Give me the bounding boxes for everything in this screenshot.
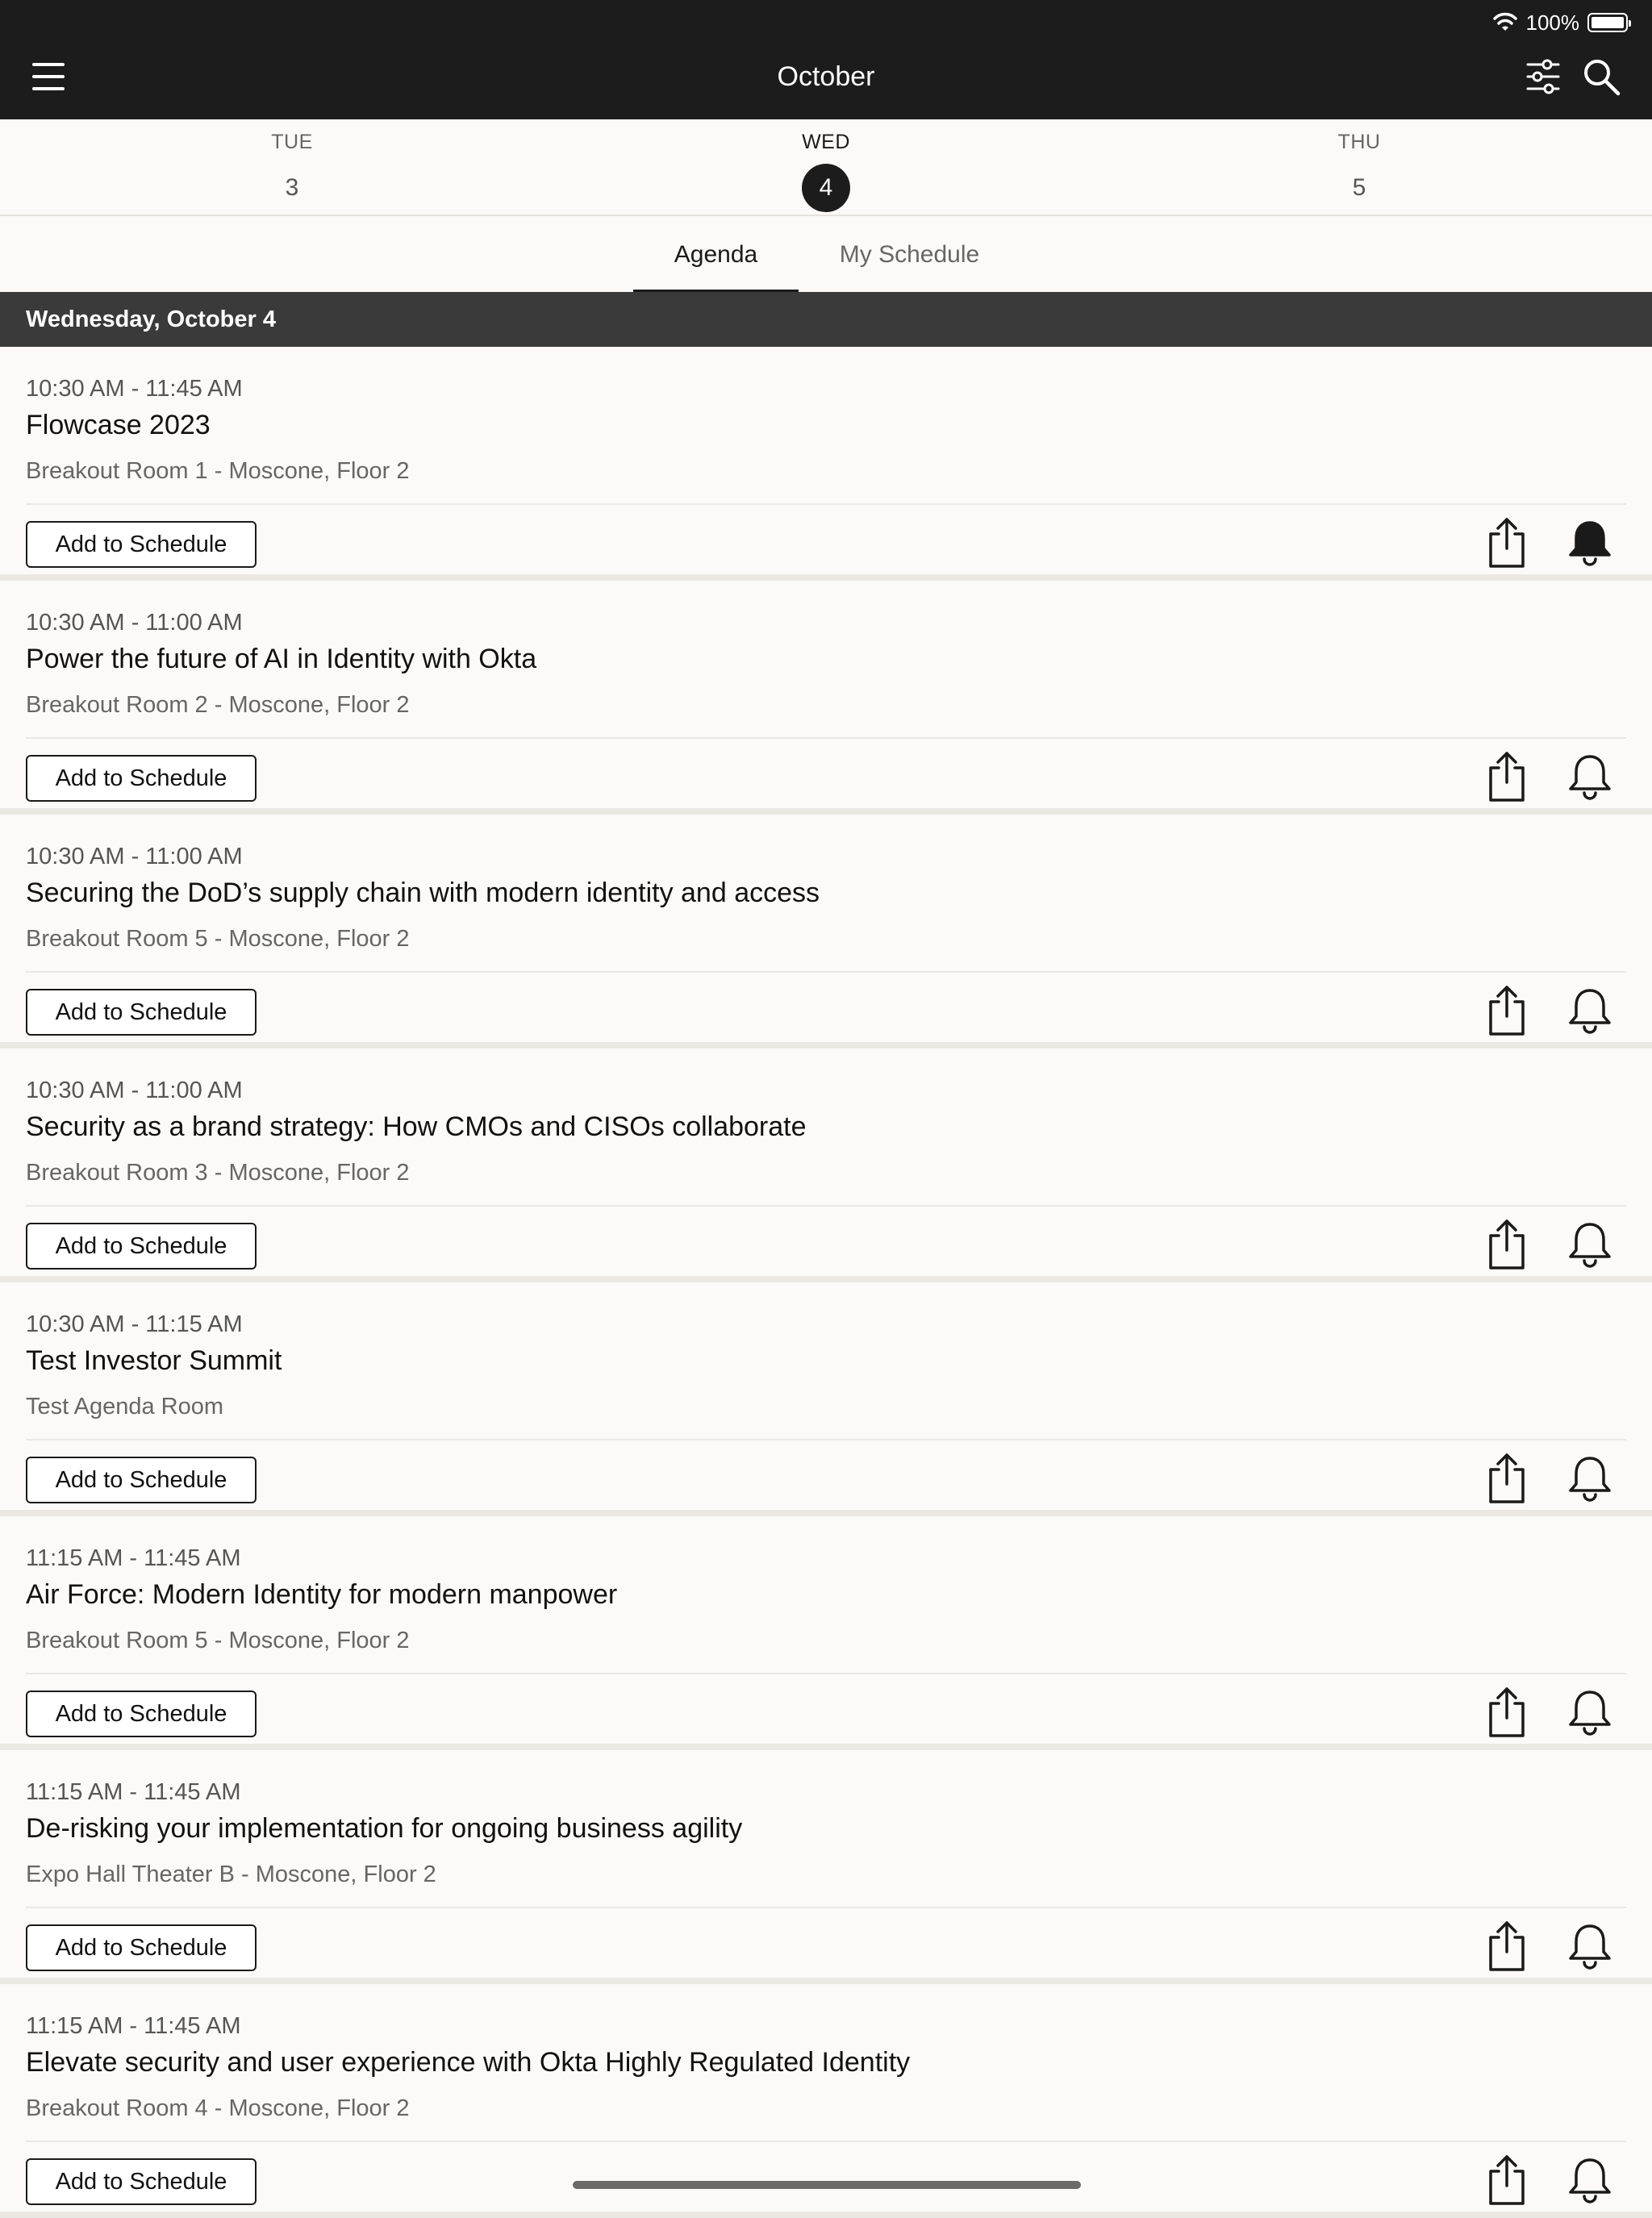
session-time: 11:15 AM - 11:45 AM [26, 2013, 241, 2039]
share-icon[interactable] [1483, 1686, 1531, 1739]
session-card [0, 1516, 1652, 1750]
add-to-schedule-button[interactable]: Add to Schedule [26, 1223, 257, 1270]
session-card [0, 1750, 1652, 1984]
day-tue[interactable] [211, 131, 373, 212]
status-bar [1492, 6, 1629, 39]
session-title[interactable]: Test Investor Summit [26, 1345, 282, 1376]
session-card [0, 815, 1652, 1049]
tab-my-schedule[interactable]: My Schedule [839, 241, 980, 268]
filter-icon[interactable] [1523, 56, 1563, 97]
home-indicator [573, 2181, 1081, 2189]
add-to-schedule-button[interactable]: Add to Schedule [26, 521, 257, 568]
add-to-schedule-button[interactable]: Add to Schedule [26, 1457, 257, 1503]
session-title[interactable]: Flowcase 2023 [26, 410, 211, 440]
session-title[interactable]: Elevate security and user experience with Okta Highly Regulated Identity [26, 2047, 911, 2078]
session-title[interactable]: De-risking your implementation for ongoing business agility [26, 1813, 743, 1844]
divider [26, 1907, 1626, 1908]
session-time: 10:30 AM - 11:00 AM [26, 1078, 243, 1103]
day-thu[interactable] [1279, 131, 1440, 212]
bell-icon[interactable] [1565, 1219, 1615, 1270]
add-to-schedule-button[interactable]: Add to Schedule [26, 755, 257, 802]
bell-icon[interactable] [1565, 1921, 1615, 1971]
day-wed[interactable] [745, 131, 907, 212]
session-time: 11:15 AM - 11:45 AM [26, 1779, 241, 1805]
session-room: Breakout Room 1 - Moscone, Floor 2 [26, 458, 410, 484]
session-list [0, 347, 1652, 2218]
session-card [0, 581, 1652, 815]
section-header: Wednesday, October 4 [0, 292, 1652, 347]
divider [26, 971, 1626, 973]
add-to-schedule-button[interactable]: Add to Schedule [26, 989, 257, 1036]
session-title[interactable]: Air Force: Modern Identity for modern manpower [26, 1579, 618, 1610]
date-strip [0, 119, 1652, 216]
bell-icon[interactable] [1565, 1453, 1615, 1503]
divider [26, 737, 1626, 739]
session-time: 10:30 AM - 11:45 AM [26, 376, 243, 402]
session-title[interactable]: Security as a brand strategy: How CMOs and CISOs collaborate [26, 1111, 807, 1142]
share-icon[interactable] [1483, 984, 1531, 1037]
page-title: October [777, 61, 875, 92]
session-room: Breakout Room 5 - Moscone, Floor 2 [26, 926, 410, 952]
bell-icon[interactable] [1565, 752, 1615, 802]
tab-bar [0, 216, 1652, 292]
session-room: Breakout Room 5 - Moscone, Floor 2 [26, 1628, 410, 1653]
battery-icon [1587, 13, 1628, 32]
tab-agenda[interactable]: Agenda [633, 216, 799, 292]
share-icon[interactable] [1483, 1218, 1531, 1271]
session-room: Breakout Room 2 - Moscone, Floor 2 [26, 692, 410, 718]
session-card [0, 1049, 1652, 1282]
day-number: 4 [802, 164, 850, 212]
day-name: WED [802, 131, 850, 153]
share-icon[interactable] [1483, 516, 1531, 569]
session-time: 10:30 AM - 11:00 AM [26, 610, 243, 636]
add-to-schedule-button[interactable]: Add to Schedule [26, 1924, 257, 1971]
divider [26, 503, 1626, 505]
day-number: 5 [1352, 174, 1366, 201]
share-icon[interactable] [1483, 1920, 1531, 1973]
divider [26, 2141, 1626, 2142]
session-time: 11:15 AM - 11:45 AM [26, 1545, 241, 1571]
add-to-schedule-button[interactable]: Add to Schedule [26, 2158, 257, 2205]
session-card [0, 1282, 1652, 1516]
wifi-icon [1492, 12, 1518, 33]
share-icon[interactable] [1483, 750, 1531, 803]
session-room: Breakout Room 3 - Moscone, Floor 2 [26, 1160, 410, 1186]
session-time: 10:30 AM - 11:00 AM [26, 844, 243, 869]
add-to-schedule-button[interactable]: Add to Schedule [26, 1691, 257, 1737]
bell-icon[interactable] [1565, 986, 1615, 1036]
bell-icon[interactable] [1565, 2155, 1615, 2205]
top-bar [0, 0, 1652, 119]
divider [26, 1205, 1626, 1207]
day-name: THU [1337, 131, 1381, 153]
day-number: 3 [285, 174, 299, 201]
search-icon[interactable] [1581, 56, 1621, 97]
session-title[interactable]: Securing the DoD’s supply chain with modern identity and access [26, 878, 820, 908]
session-time: 10:30 AM - 11:15 AM [26, 1311, 243, 1337]
session-room: Breakout Room 4 - Moscone, Floor 2 [26, 2095, 410, 2121]
day-name: TUE [271, 131, 313, 153]
battery-percent: 100% [1525, 10, 1579, 35]
bell-filled-icon[interactable] [1565, 518, 1615, 568]
session-room: Expo Hall Theater B - Moscone, Floor 2 [26, 1862, 436, 1887]
session-card [0, 347, 1652, 581]
divider [26, 1673, 1626, 1674]
divider [26, 1439, 1626, 1440]
share-icon[interactable] [1483, 2153, 1531, 2207]
share-icon[interactable] [1483, 1452, 1531, 1505]
session-room: Test Agenda Room [26, 1394, 224, 1420]
bell-icon[interactable] [1565, 1687, 1615, 1737]
session-title[interactable]: Power the future of AI in Identity with Okta [26, 644, 537, 674]
